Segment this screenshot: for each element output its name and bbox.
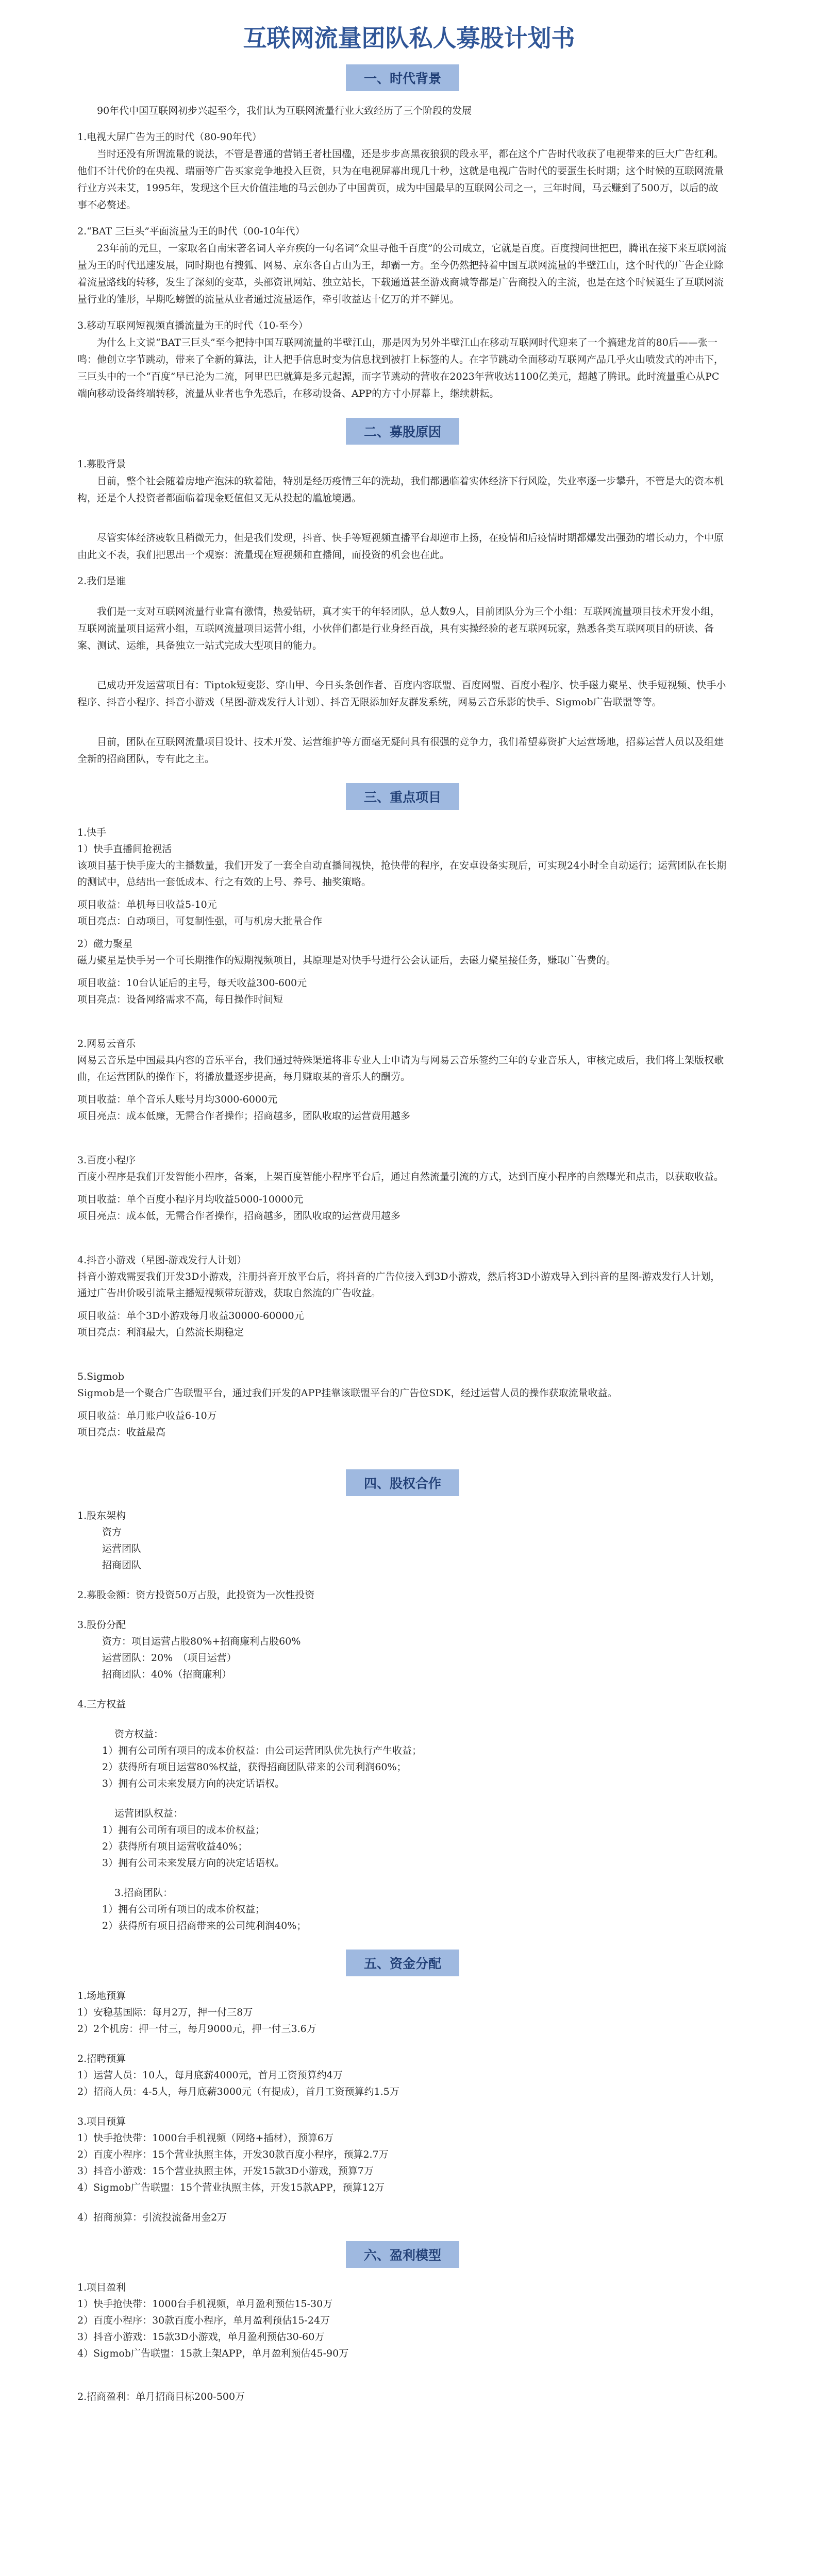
project-title: 3.百度小程序 (77, 1155, 136, 1166)
subsection-title: 3.项目预算 (77, 2116, 126, 2127)
list-item: 1）安稳基国际：每月2万，押一付三8万 (77, 2007, 253, 2018)
list-item: 资方 (102, 1527, 122, 1538)
era-3-title: 3.移动互联网短视频直播流量为王的时代（10-至今） (77, 320, 308, 331)
project-line: 项目收益：单月账户收益6-10万 (77, 1410, 217, 1421)
project-title: 1.快手 (77, 827, 107, 838)
subsection-title: 1.场地预算 (77, 1990, 126, 2002)
era-2-body: 23年前的元旦，一家取名自南宋著名词人辛弃疾的一句名词“众里寻他千百度”的公司成立，它就是百度。百度搜问世把巴，腾讯在接下来互联网流量为王的时代迅速发展，同时期也有搜狐、网易、京东各自占山为王，却霸一方。至今仍然把持着中国互联网流量的半壁江山，这个时代的广告企业除着流量路线的转移，发生了深刻的变革，头部资讯网站、独立站长，下载通道甚至游戏商城等都是广告商投入的主流，也是在这个时候诞生了互联网流量行业的雏形，早期吃螃蟹的流量从业者通过流量运作，牵引收益达十亿万的并不鲜见。 (77, 243, 727, 305)
list-item: 运营团队：20% （项目运营） (102, 1652, 237, 1664)
spacer (77, 2375, 728, 2388)
project-line: 项目亮点：设备网络需求不高，每日操作时间短 (77, 994, 283, 1005)
who-we-are-p1: 我们是一支对互联网流量行业富有激情，热爱钻研，真才实干的年轻团队，总人数9人，目前团队分为三个小组：互联网流量项目技术开发小组，互联网流量项目运营小组，互联网流量项目运营小组，小伙伴们都是行业身经百战，具有实操经验的老互联网玩家，熟悉各类互联网项目的研读、备案、测试、运维，具备独立一站式完成大型项目的能力。 (77, 606, 721, 651)
list-item: 2）2个机房：押一付三，每月9000元，押一付三3.6万 (77, 2023, 316, 2035)
project-title: 5.Sigmob (77, 1371, 125, 1382)
spacer (77, 2100, 728, 2113)
era-3-body: 为什么上文说“BAT三巨头”至今把持中国互联网流量的半壁江山，那是因为另外半壁江山在移动互联网时代迎来了一个搞建龙首的80后——张一鸣：他创立字节跳动，带来了全新的算法，让人把手信息时变为信息找到被打上标签的人。在字节跳动全面移动互联网产品几乎火山喷发式的冲击下，三巨头中的一个“百度”早已沦为二流，阿里巴巴就算是多元起源，而字节跳动的营收在2023年营收达1100亿美元，超越了腾讯。此时流量重心从PC端向移动设备终端转移，流量从业者也争先恐后，在移动设备、APP的方寸小屏幕上，继续耕耘。 (77, 337, 724, 399)
document-body (0, 64, 818, 2405)
spacer (77, 1185, 728, 1191)
project-line: 项目亮点：收益最高 (77, 1427, 166, 1438)
list-item: 2）百度小程序：30款百度小程序，单月盈利预估15-24万 (77, 2315, 330, 2326)
project-line: 该项目基于快手庞大的主播数量，我们开发了一套全自动直播间视快，抢快带的程序，在安卓设备实现后，可实现24小时全自动运行；运营团队在长期的测试中，总结出一套低成本、行之有效的上号、养号、抽奖策略。 (77, 860, 727, 888)
list-item: 3）拥有公司未来发展方向的决定话语权。 (102, 1857, 285, 1869)
project-title: 2.网易云音乐 (77, 1038, 136, 1049)
list-item: 1）快手抢快带：1000台手机视频（网络+插材），预算6万 (77, 2132, 333, 2144)
list-item: 1）快手抢快带：1000台手机视频，单月盈利预估15-30万 (77, 2298, 333, 2310)
spacer (77, 1401, 728, 1408)
project-line: 项目收益：10台认证后的主号，每天收益300-600元 (77, 977, 307, 989)
projects-list (77, 824, 728, 1454)
project-line: 2）磁力聚星 (77, 938, 133, 950)
who-we-are-p2: 已成功开发运营项目有：Tiptok短变影、穿山甲、今日头条创作者、百度内容联盟、百度网盟、百度小程序、快手磁力聚星、快手短视频、快手小程序、抖音小程序、抖音小游戏（星图-游戏发行人计划）、抖音无限添加好友群发系统，网易云音乐影的快手、Sigmob广告联盟等等。 (77, 680, 726, 708)
subsection-title: 2.招商盈利：单月招商目标200-500万 (77, 2391, 245, 2402)
list-item: 2）获得所有项目招商带来的公司纯利润40%； (102, 1920, 307, 1931)
project-title: 4.抖音小游戏（星图-游戏发行人计划） (77, 1255, 247, 1266)
list-item: 1）拥有公司所有项目的成本价权益：由公司运营团队优先执行产生收益； (102, 1745, 422, 1756)
reason-background-p2: 尽管实体经济疲软且稍微无力，但是我们发现，抖音、快手等短视频直播平台却逆市上扬，在疫情和后疫情时期都爆发出强劲的增长动力，个中原由此文不表，我们把思出一个观察：流量现在短视频和直播间，而投资的机会也在此。 (77, 532, 724, 561)
spacer (77, 1085, 728, 1091)
funds-list (77, 1988, 728, 2226)
section-heading-equity: 四、股权合作 (346, 1469, 459, 1496)
list-item: 招商团队：40%（招商廉利） (102, 1669, 232, 1680)
spacer (77, 1683, 728, 1696)
subsection-title: 2.募股金额：资方投资50万占股，此投资为一次性投资 (77, 1589, 315, 1601)
list-item: 1）运营人员：10人，每月底薪4000元，首月工资预算约4万 (77, 2070, 343, 2081)
spacer (77, 1792, 728, 1805)
project-line: 项目亮点：成本低，无需合作者操作，招商越多，团队收取的运营费用越多 (77, 1210, 401, 1222)
reason-background-title: 1.募股背景 (77, 459, 126, 470)
list-item: 招商团队 (102, 1560, 142, 1571)
list-item: 1）拥有公司所有项目的成本价权益； (102, 1904, 265, 1915)
reason-background-p1: 目前，整个社会随着房地产泡沫的软着陆，特别是经历疫情三年的洗劫，我们都遇临着实体经济下行风险，失业率逐一步攀升，不管是大的资本机构，还是个人投资者都面临着现金贬值但又无从投起的尴尬境遇。 (77, 476, 724, 504)
spacer (77, 969, 728, 975)
list-item: 资方：项目运营占股80%+招商廉利占股60% (102, 1636, 301, 1647)
list-item: 3.招商团队： (114, 1887, 173, 1899)
project-line: 项目收益：单个3D小游戏每月收益30000-60000元 (77, 1310, 304, 1321)
section-heading-funds: 五、资金分配 (346, 1950, 459, 1976)
spacer (77, 929, 728, 936)
subsection-title: 1.项目盈利 (77, 2282, 126, 2293)
era-2-title: 2.“BAT 三巨头”平面流量为王的时代（00-10年代） (77, 226, 305, 237)
subsection-title: 3.股份分配 (77, 1619, 126, 1631)
list-item: 2）招商人员：4-5人，每月底薪3000元（有提成），首月工资预算约1.5万 (77, 2086, 399, 2097)
equity-list (77, 1507, 728, 1934)
project-line: 项目亮点：利润最大，自然流长期稳定 (77, 1327, 244, 1338)
list-item: 2）百度小程序：15个营业执照主体，开发30款百度小程序，预算2.7万 (77, 2149, 389, 2160)
section-heading-background: 一、时代背景 (346, 64, 459, 91)
project-line: 抖音小游戏需要我们开发3D小游戏，注册抖音开放平台后，将抖音的广告位接入到3D小游戏，然后将3D小游戏导入到抖音的星图-游戏发行人计划，通过广告出价吸引流量主播短视频带玩游戏，获取自然流的广告收益。 (77, 1271, 721, 1299)
spacer (77, 1713, 728, 1726)
project-line: Sigmob是一个聚合广告联盟平台，通过我们开发的APP挂靠该联盟平台的广告位SDK，经过运营人员的操作获取流量收益。 (77, 1387, 617, 1399)
list-item: 运营团队权益： (114, 1808, 183, 1819)
project-line: 网易云音乐是中国最具内容的音乐平台，我们通过特殊渠道将非专业人士申请为与网易云音乐签约三年的专业音乐人，审核完成后，我们将上架版权歌曲，在运营团队的操作下，将播放量逐步提高，每月赚取某的音乐人的酬劳。 (77, 1055, 724, 1082)
project-line: 磁力聚星是快手另一个可长期推作的短期视频项目，其原理是对快手号进行公会认证后，去磁力聚星接任务，赚取广告费的。 (77, 955, 616, 966)
project-line: 项目收益：单机每日收益5-10元 (77, 899, 217, 910)
spacer (77, 890, 728, 896)
spacer (77, 1573, 728, 1587)
era-1-title: 1.电视大屏广告为王的时代（80-90年代） (77, 131, 262, 143)
section-heading-reason: 二、募股原因 (346, 418, 459, 445)
list-item: 1）拥有公司所有项目的成本价权益； (102, 1824, 265, 1836)
spacer (77, 1603, 728, 1617)
intro-paragraph: 90年代中国互联网初步兴起至今，我们认为互联网流量行业大致经历了三个阶段的发展 (97, 105, 472, 116)
document-title: 互联网流量团队私人募股计划书 (243, 24, 575, 52)
section-heading-projects: 三、重点项目 (346, 783, 459, 810)
list-item: 4）招商预算：引流投流备用金2万 (77, 2212, 227, 2223)
list-item: 运营团队 (102, 1543, 142, 1554)
list-item: 2）获得所有项目运营80%权益，获得招商团队带来的公司利润60%； (102, 1761, 407, 1773)
project-line: 百度小程序是我们开发智能小程序，备案，上架百度智能小程序平台后，通过自然流量引流的方式，达到百度小程序的自然曝光和点击，以获取收益。 (77, 1171, 724, 1182)
spacer (77, 2196, 728, 2209)
list-item: 4）Sigmob广告联盟：15个营业执照主体，开发15款APP，预算12万 (77, 2182, 385, 2193)
spacer (77, 1871, 728, 1885)
list-item: 3）拥有公司未来发展方向的决定话语权。 (102, 1778, 285, 1789)
project-line: 项目亮点：成本低廉，无需合作者操作；招商越多，团队收取的运营费用越多 (77, 1110, 411, 1122)
project-line: 项目收益：单个音乐人账号月均3000-6000元 (77, 1094, 278, 1105)
era-1-body: 当时还没有所谓流量的说法，不管是普通的营销王者杜国楹，还是步步高黑夜狼狈的段永平，都在这个广告时代收获了电视带来的巨大广告红利。他们不计代价的在央视、瑞丽等广告买家竞争地投入巨资，只为在电视屏幕出现几十秒，这就是电视广告时代的要蛋生长时期；这个时候的互联网流量行业方兴未艾，1995年，发现这个巨大价值洼地的马云创办了中国黄页，成为中国最早的互联网公司之一，三年时间，马云赚到了500万，以后的故事不必赘述。 (77, 148, 724, 211)
subsection-title: 2.招聘预算 (77, 2053, 126, 2064)
list-item: 3）抖音小游戏：15款3D小游戏，单月盈利预估30-60万 (77, 2331, 325, 2343)
profit-list (77, 2279, 728, 2405)
spacer (77, 2362, 728, 2375)
subsection-title: 1.股东架构 (77, 1510, 126, 1521)
list-item: 资方权益： (114, 1728, 164, 1740)
spacer (77, 2037, 728, 2050)
spacer (77, 1301, 728, 1308)
section-heading-profit: 六、盈利模型 (346, 2241, 459, 2268)
project-line: 项目收益：单个百度小程序月均收益5000-10000元 (77, 1194, 304, 1205)
list-item: 4）Sigmob广告联盟：15款上架APP，单月盈利预估45-90万 (77, 2348, 349, 2359)
project-line: 项目亮点：自动项目，可复制性强，可与机房大批量合作 (77, 916, 323, 927)
project-line: 1）快手直播间抢视活 (77, 843, 172, 855)
list-item: 3）抖音小游戏：15个营业执照主体，开发15款3D小游戏，预算7万 (77, 2165, 374, 2177)
list-item: 2）获得所有项目运营收益40%； (102, 1841, 248, 1852)
who-we-are-title: 2.我们是谁 (77, 575, 126, 587)
who-we-are-p3: 目前，团队在互联网流量项目设计、技术开发、运营维护等方面毫无疑问具有很强的竞争力，我们希望募资扩大运营场地，招募运营人员以及组建全新的招商团队，专有此之主。 (77, 736, 724, 765)
subsection-title: 4.三方权益 (77, 1699, 126, 1710)
